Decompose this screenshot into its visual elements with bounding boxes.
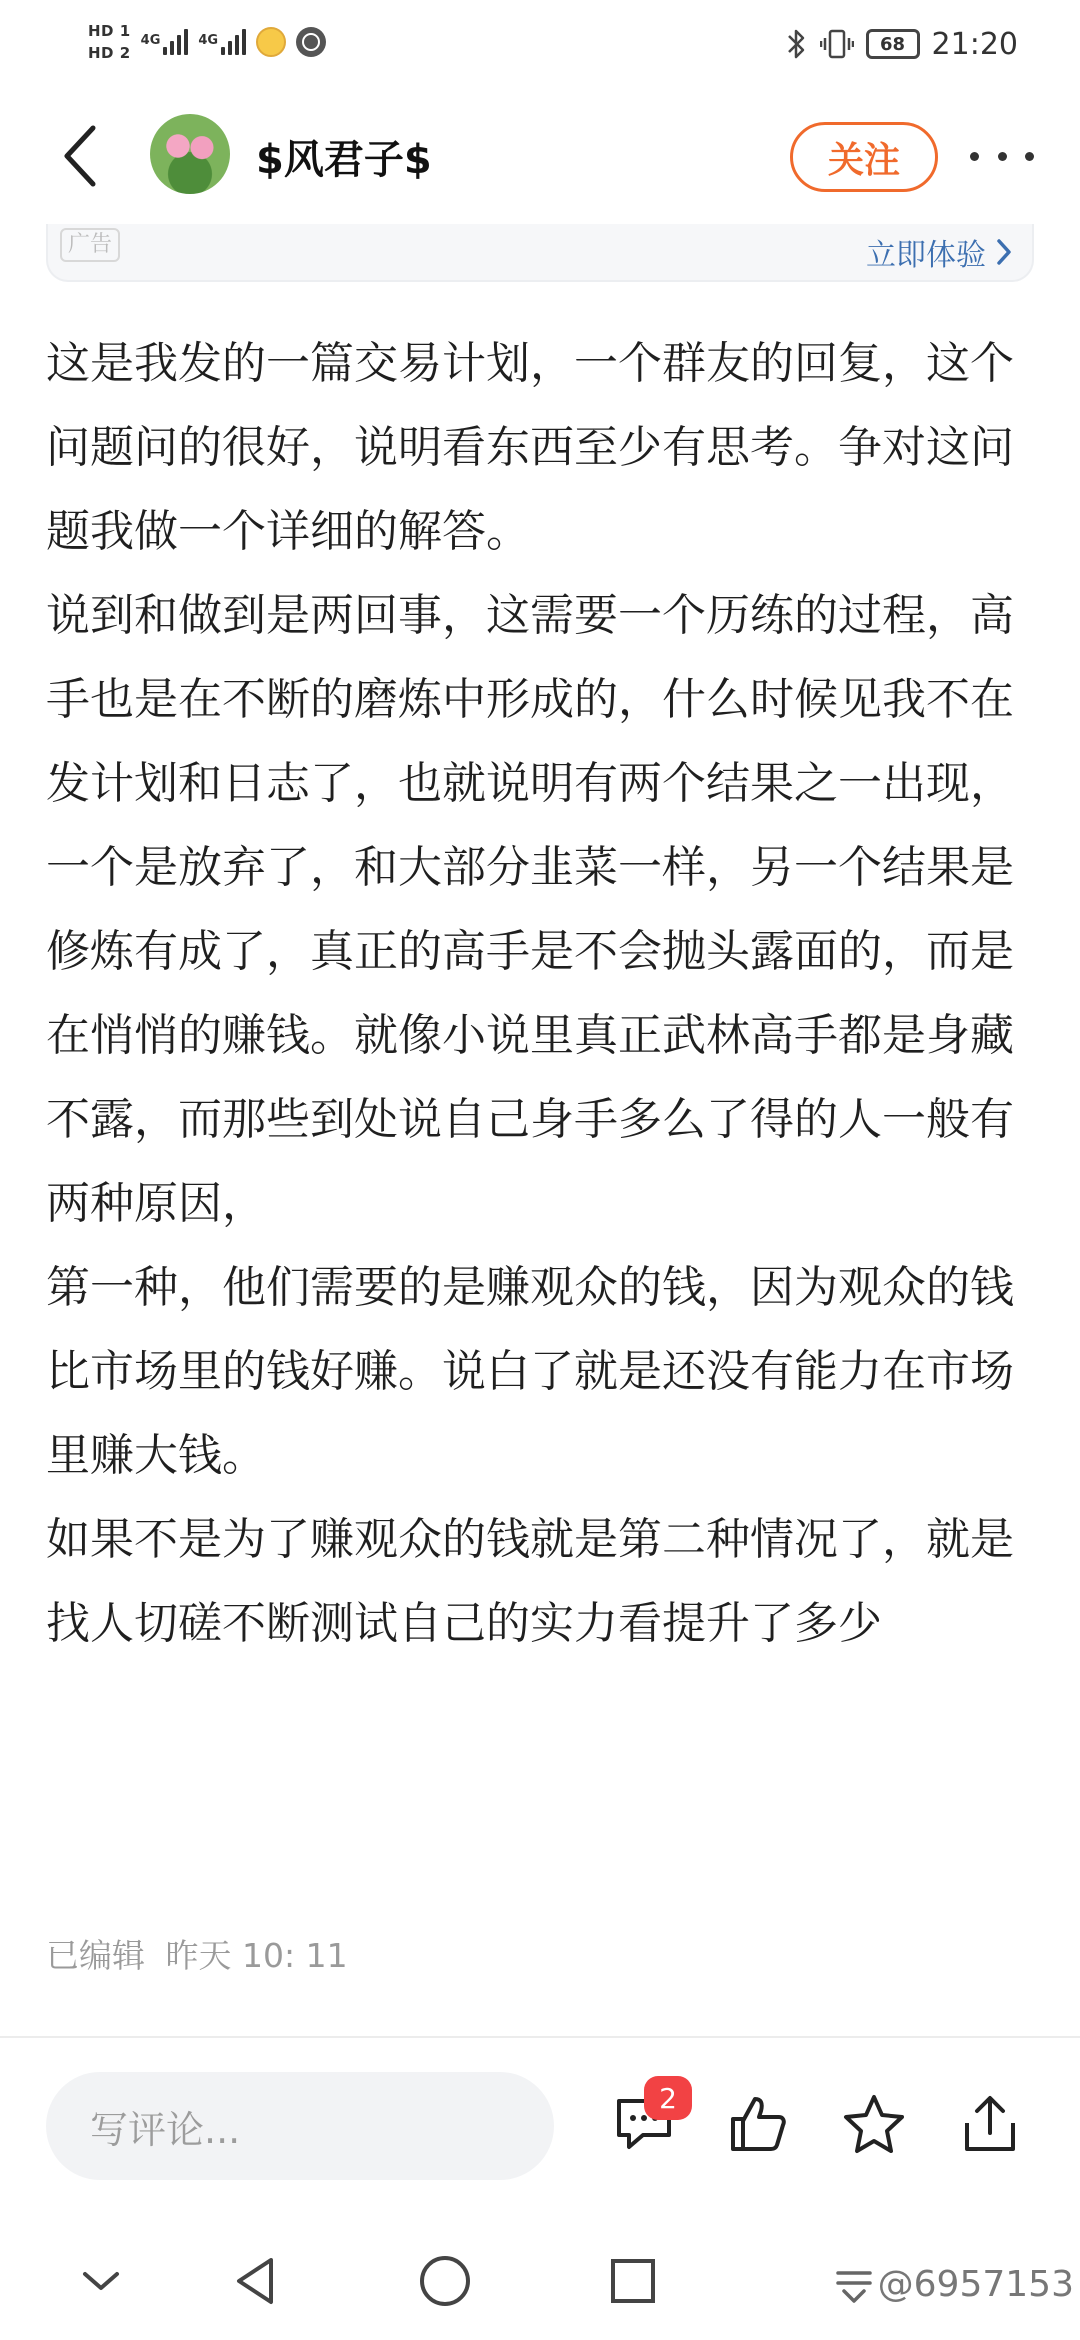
divider	[0, 2036, 1080, 2038]
edit-meta	[46, 1930, 348, 1977]
signal-bar	[177, 35, 181, 55]
status-right	[786, 16, 1018, 72]
signal-bar	[221, 47, 225, 55]
chevron-right-icon	[996, 238, 1012, 266]
edited-label: 已编辑	[46, 1936, 145, 1975]
signal-1	[141, 29, 189, 55]
edited-time: 昨天 10: 11	[165, 1936, 348, 1975]
clock: 21:20	[931, 26, 1018, 62]
author-name[interactable]: $风君子$	[256, 137, 432, 183]
nav-home-button[interactable]	[410, 2246, 480, 2316]
article-paragraph: 第一种，他们需要的是赚观众的钱，因为观众的钱比市场里的钱好赚。说白了就是还没有能力在市场里赚大钱。	[46, 1262, 1014, 1481]
nav-collapse-button[interactable]	[66, 2246, 136, 2316]
article-body	[46, 322, 1036, 1666]
signal-2	[198, 29, 246, 55]
nav-down-icon	[79, 2266, 123, 2296]
signal-bar	[242, 29, 246, 55]
sim1-label: HD 1	[88, 22, 131, 40]
nav-recents-icon	[608, 2256, 658, 2306]
network-type-2: 4G	[198, 33, 219, 48]
notification-face-icon	[256, 27, 286, 57]
ad-tag: 广告	[60, 228, 120, 262]
nav-menu-icon	[834, 2265, 874, 2305]
favorite-button[interactable]	[840, 2090, 908, 2158]
article-paragraph: 这是我发的一篇交易计划，一个群友的回复，这个问题问的很好，说明看东西至少有思考。争对这问题我做一个详细的解答。	[46, 338, 1014, 557]
follow-button[interactable]: 关注	[790, 122, 938, 192]
comment-input[interactable]: 写评论...	[46, 2072, 554, 2180]
bluetooth-icon	[786, 27, 808, 61]
article-paragraph: 说到和做到是两回事，这需要一个历练的过程，高手也是在不断的磨炼中形成的，什么时候见我不在发计划和日志了，也就说明有两个结果之一出现，一个是放弃了，和大部分韭菜一样，另一个结果是修炼有成了，真正的高手是不会抛头露面的，而是在悄悄的赚钱。就像小说里真正武林高手都是身藏不露，而那些到处说自己身手多么了得的人一般有两种原因，	[46, 590, 1014, 1229]
status-left	[88, 14, 326, 70]
watermark	[834, 2264, 1074, 2305]
back-button[interactable]	[46, 116, 116, 196]
browser-notification-icon	[296, 27, 326, 57]
signal-bar	[163, 47, 167, 55]
battery-indicator	[866, 29, 920, 59]
nav-home-icon	[417, 2253, 473, 2309]
vibrate-icon	[820, 27, 854, 61]
article-paragraph: 如果不是为了赚观众的钱就是第二种情况了，就是找人切磋不断测试自己的实力看提升了多少	[46, 1514, 1014, 1649]
nav-back-button[interactable]	[220, 2246, 290, 2316]
nav-recents-button[interactable]	[598, 2246, 668, 2316]
like-button[interactable]	[724, 2090, 792, 2158]
author-avatar[interactable]	[150, 114, 230, 194]
nav-back-icon	[231, 2254, 279, 2308]
ad-cta-link[interactable]	[866, 230, 1012, 274]
more-button[interactable]	[970, 136, 1034, 176]
post-header	[0, 100, 1080, 220]
sim2-label: HD 2	[88, 44, 131, 62]
sim-indicators	[88, 22, 131, 62]
share-icon	[961, 2093, 1019, 2155]
back-arrow-icon	[61, 124, 101, 188]
star-icon	[842, 2093, 906, 2155]
comments-button[interactable]	[610, 2081, 678, 2158]
share-button[interactable]	[956, 2090, 1024, 2158]
watermark-text: @6957153	[877, 2264, 1074, 2305]
status-bar	[0, 0, 1080, 88]
more-dots-icon	[998, 152, 1007, 161]
battery-level: 68	[880, 33, 906, 55]
signal-bar	[228, 41, 232, 55]
network-type-1: 4G	[140, 33, 161, 48]
action-bar	[0, 2066, 1080, 2186]
system-nav-bar	[0, 2230, 1080, 2340]
signal-bar	[184, 29, 188, 55]
more-dots-icon	[970, 152, 979, 161]
ad-banner[interactable]	[46, 224, 1034, 282]
thumbs-up-icon	[727, 2093, 789, 2155]
signal-bar	[170, 41, 174, 55]
more-dots-icon	[1025, 152, 1034, 161]
ad-cta-label: 立即体验	[866, 238, 986, 273]
comment-count-badge: 2	[644, 2076, 692, 2120]
signal-bar	[235, 35, 239, 55]
